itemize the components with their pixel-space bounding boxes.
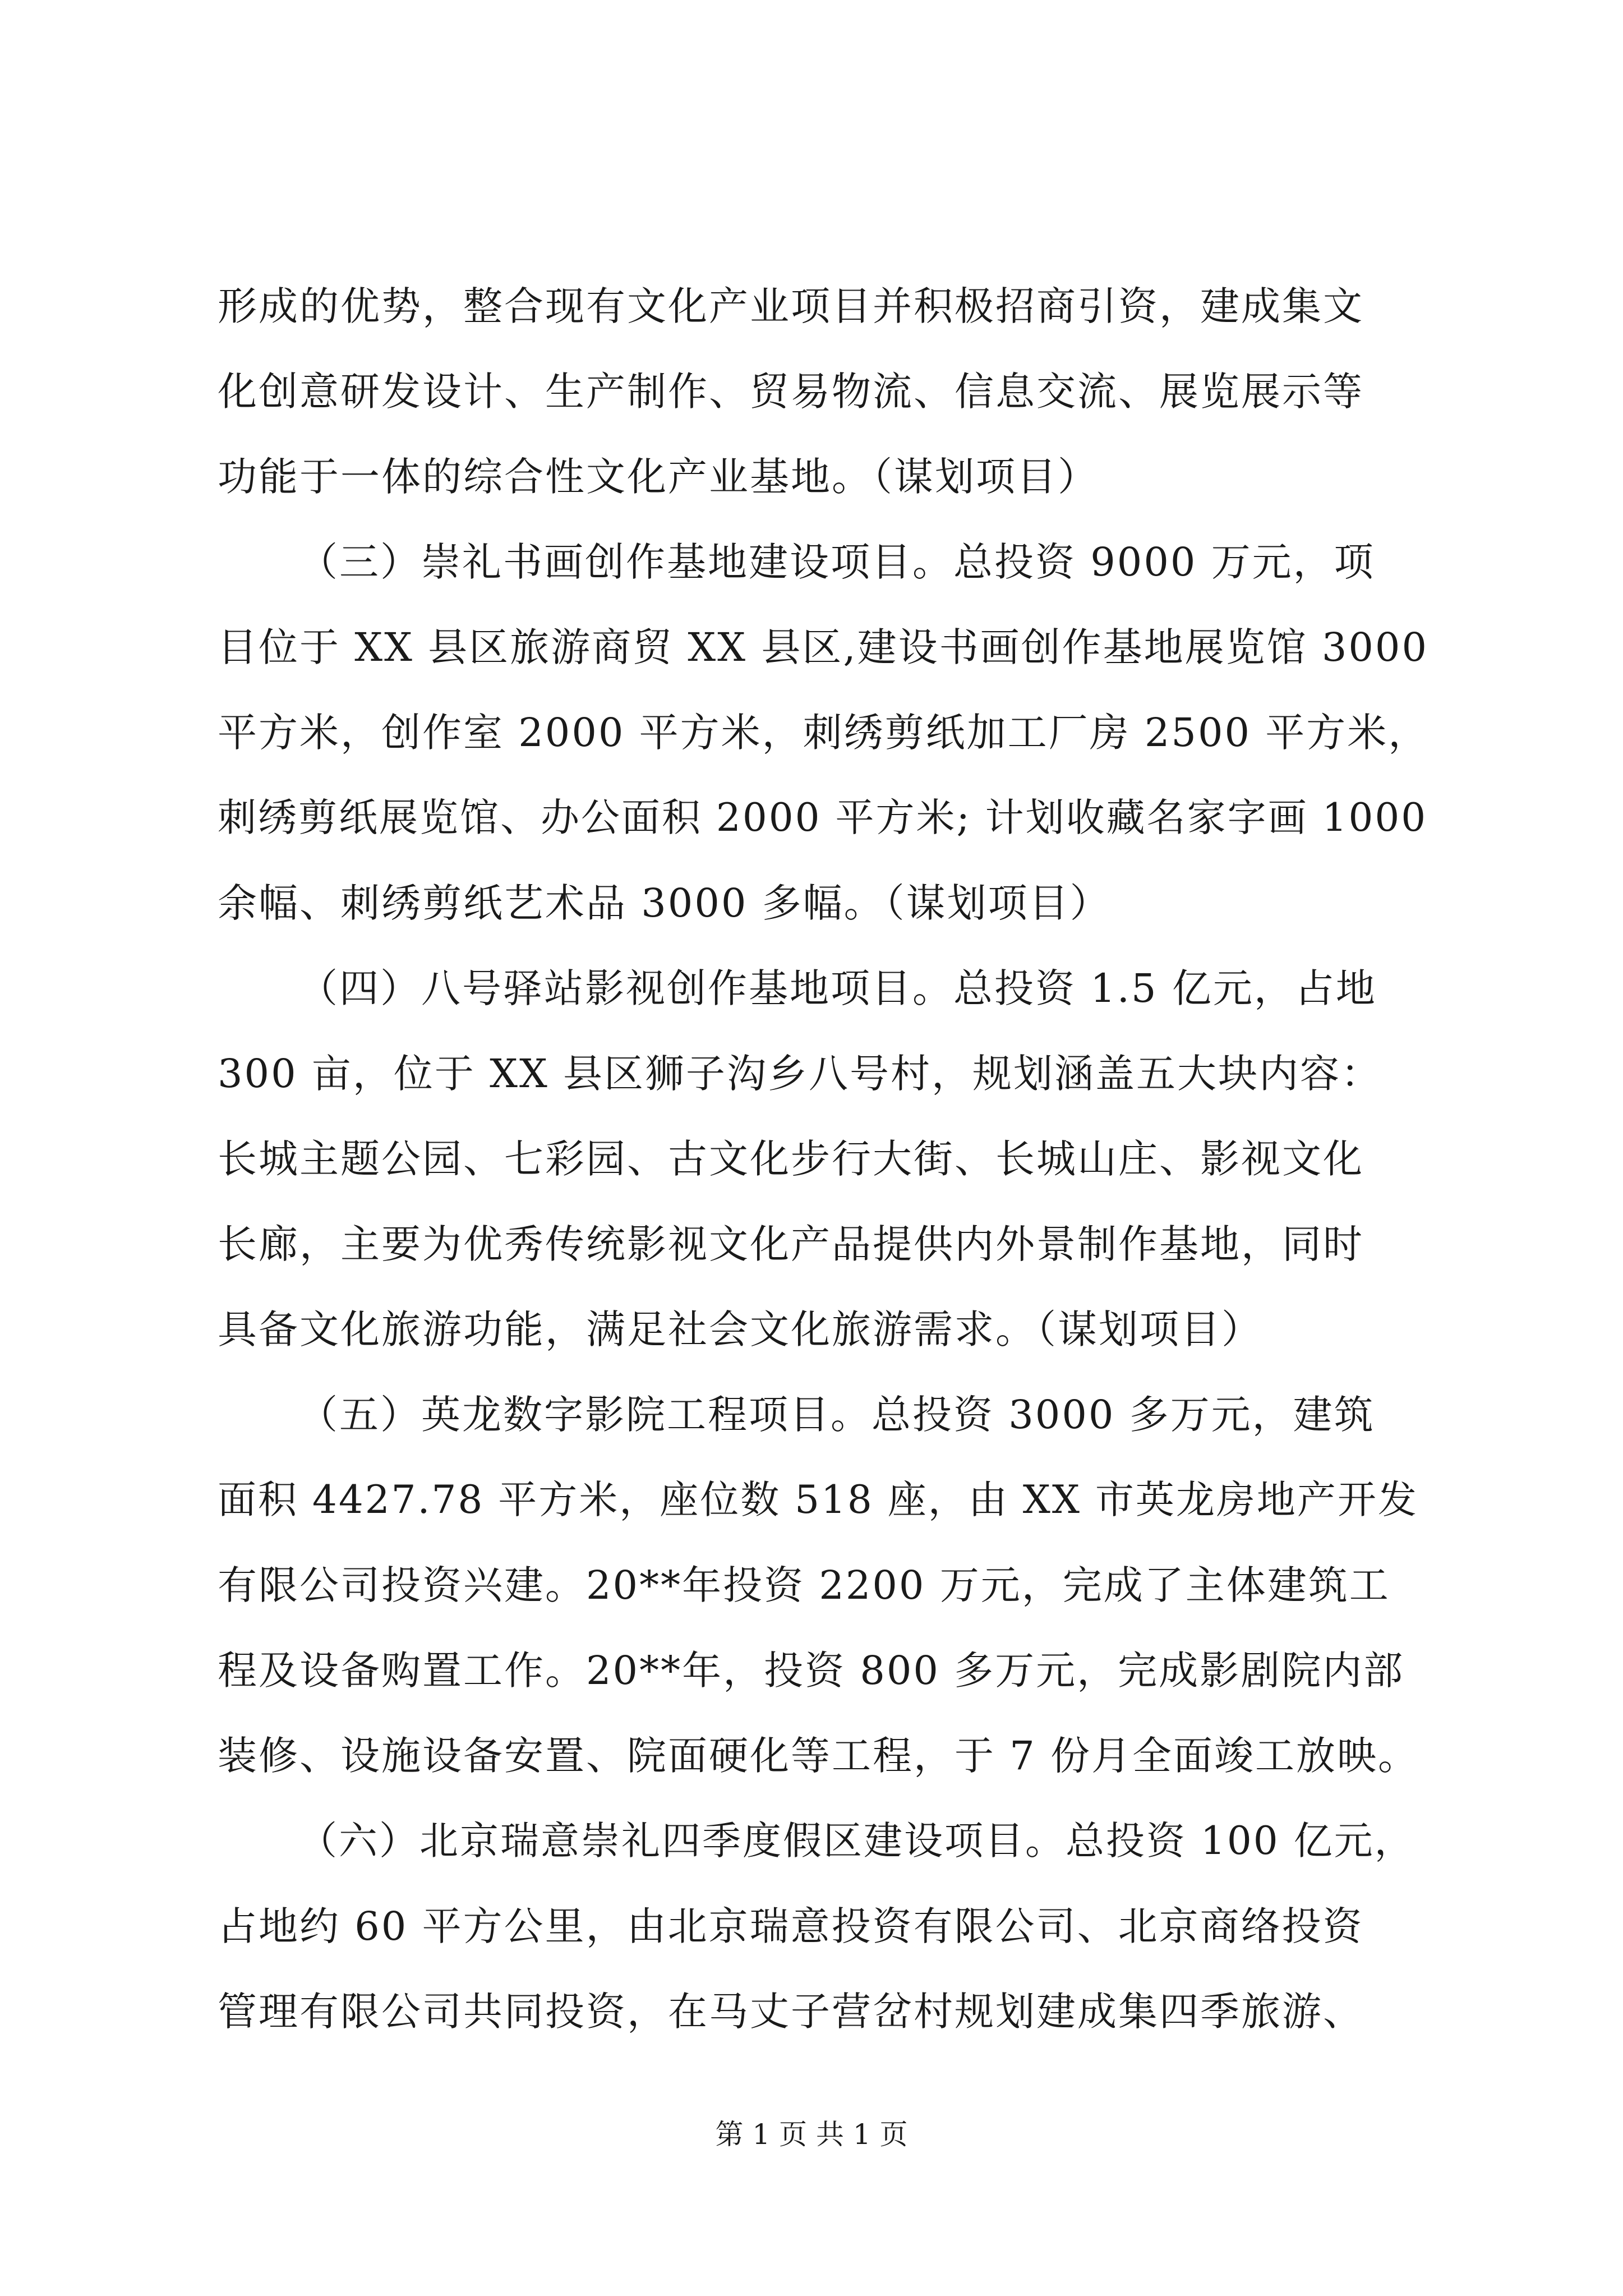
text-line: 面积 4427.78 平方米，座位数 518 座，由 XX 市英龙房地产开发 (218, 1478, 1418, 1522)
paragraph-start-line: （三）崇礼书画创作基地建设项目。总投资 9000 万元，项 (298, 539, 1375, 585)
text-line: 余幅、刺绣剪纸艺术品 3000 多幅。（谋划项目） (218, 880, 1111, 926)
text-line: 功能于一体的综合性文化产业基地。（谋划项目） (218, 454, 1099, 500)
text-line: 目位于 XX 县区旅游商贸 XX 县区,建设书画创作基地展览馆 3000 (218, 624, 1428, 670)
paragraph-start-line: （五）英龙数字影院工程项目。总投资 3000 多万元，建筑 (298, 1392, 1375, 1438)
page-number-footer: 第 1 页 共 1 页 (715, 2118, 908, 2151)
paragraph-start-line: （四）八号驿站影视创作基地项目。总投资 1.5 亿元，占地 (298, 965, 1377, 1011)
text-line: 有限公司投资兴建。20**年投资 2200 万元，完成了主体建筑工 (218, 1562, 1390, 1608)
text-line: 长城主题公园、七彩园、古文化步行大街、长城山庄、影视文化 (218, 1136, 1364, 1182)
text-line: 管理有限公司共同投资，在马丈子营岔村规划建成集四季旅游、 (218, 1989, 1364, 2035)
text-line: 装修、设施设备安置、院面硬化等工程，于 7 份月全面竣工放映。 (218, 1733, 1419, 1779)
paragraph-start-line: （六）北京瑞意崇礼四季度假区建设项目。总投资 100 亿元， (298, 1819, 1415, 1864)
text-line: 刺绣剪纸展览馆、办公面积 2000 平方米; 计划收藏名家字画 1000 (218, 795, 1428, 840)
text-line: 形成的优势，整合现有文化产业项目并积极招商引资，建成集文 (218, 283, 1364, 329)
document-body (218, 264, 1429, 2054)
text-line: 平方米，创作室 2000 平方米，刺绣剪纸加工厂房 2500 平方米， (218, 710, 1430, 756)
text-line: 程及设备购置工作。20**年，投资 800 多万元，完成影剧院内部 (218, 1648, 1405, 1694)
text-line: 300 亩，位于 XX 县区狮子沟乡八号村，规划涵盖五大块内容： (218, 1051, 1382, 1097)
text-line: 具备文化旅游功能，满足社会文化旅游需求。（谋划项目） (218, 1306, 1262, 1352)
text-line: 长廊，主要为优秀传统影视文化产品提供内外景制作基地，同时 (218, 1221, 1364, 1267)
text-line: 化创意研发设计、生产制作、贸易物流、信息交流、展览展示等 (218, 369, 1364, 415)
text-line: 占地约 60 平方公里，由北京瑞意投资有限公司、北京商络投资 (218, 1903, 1364, 1949)
